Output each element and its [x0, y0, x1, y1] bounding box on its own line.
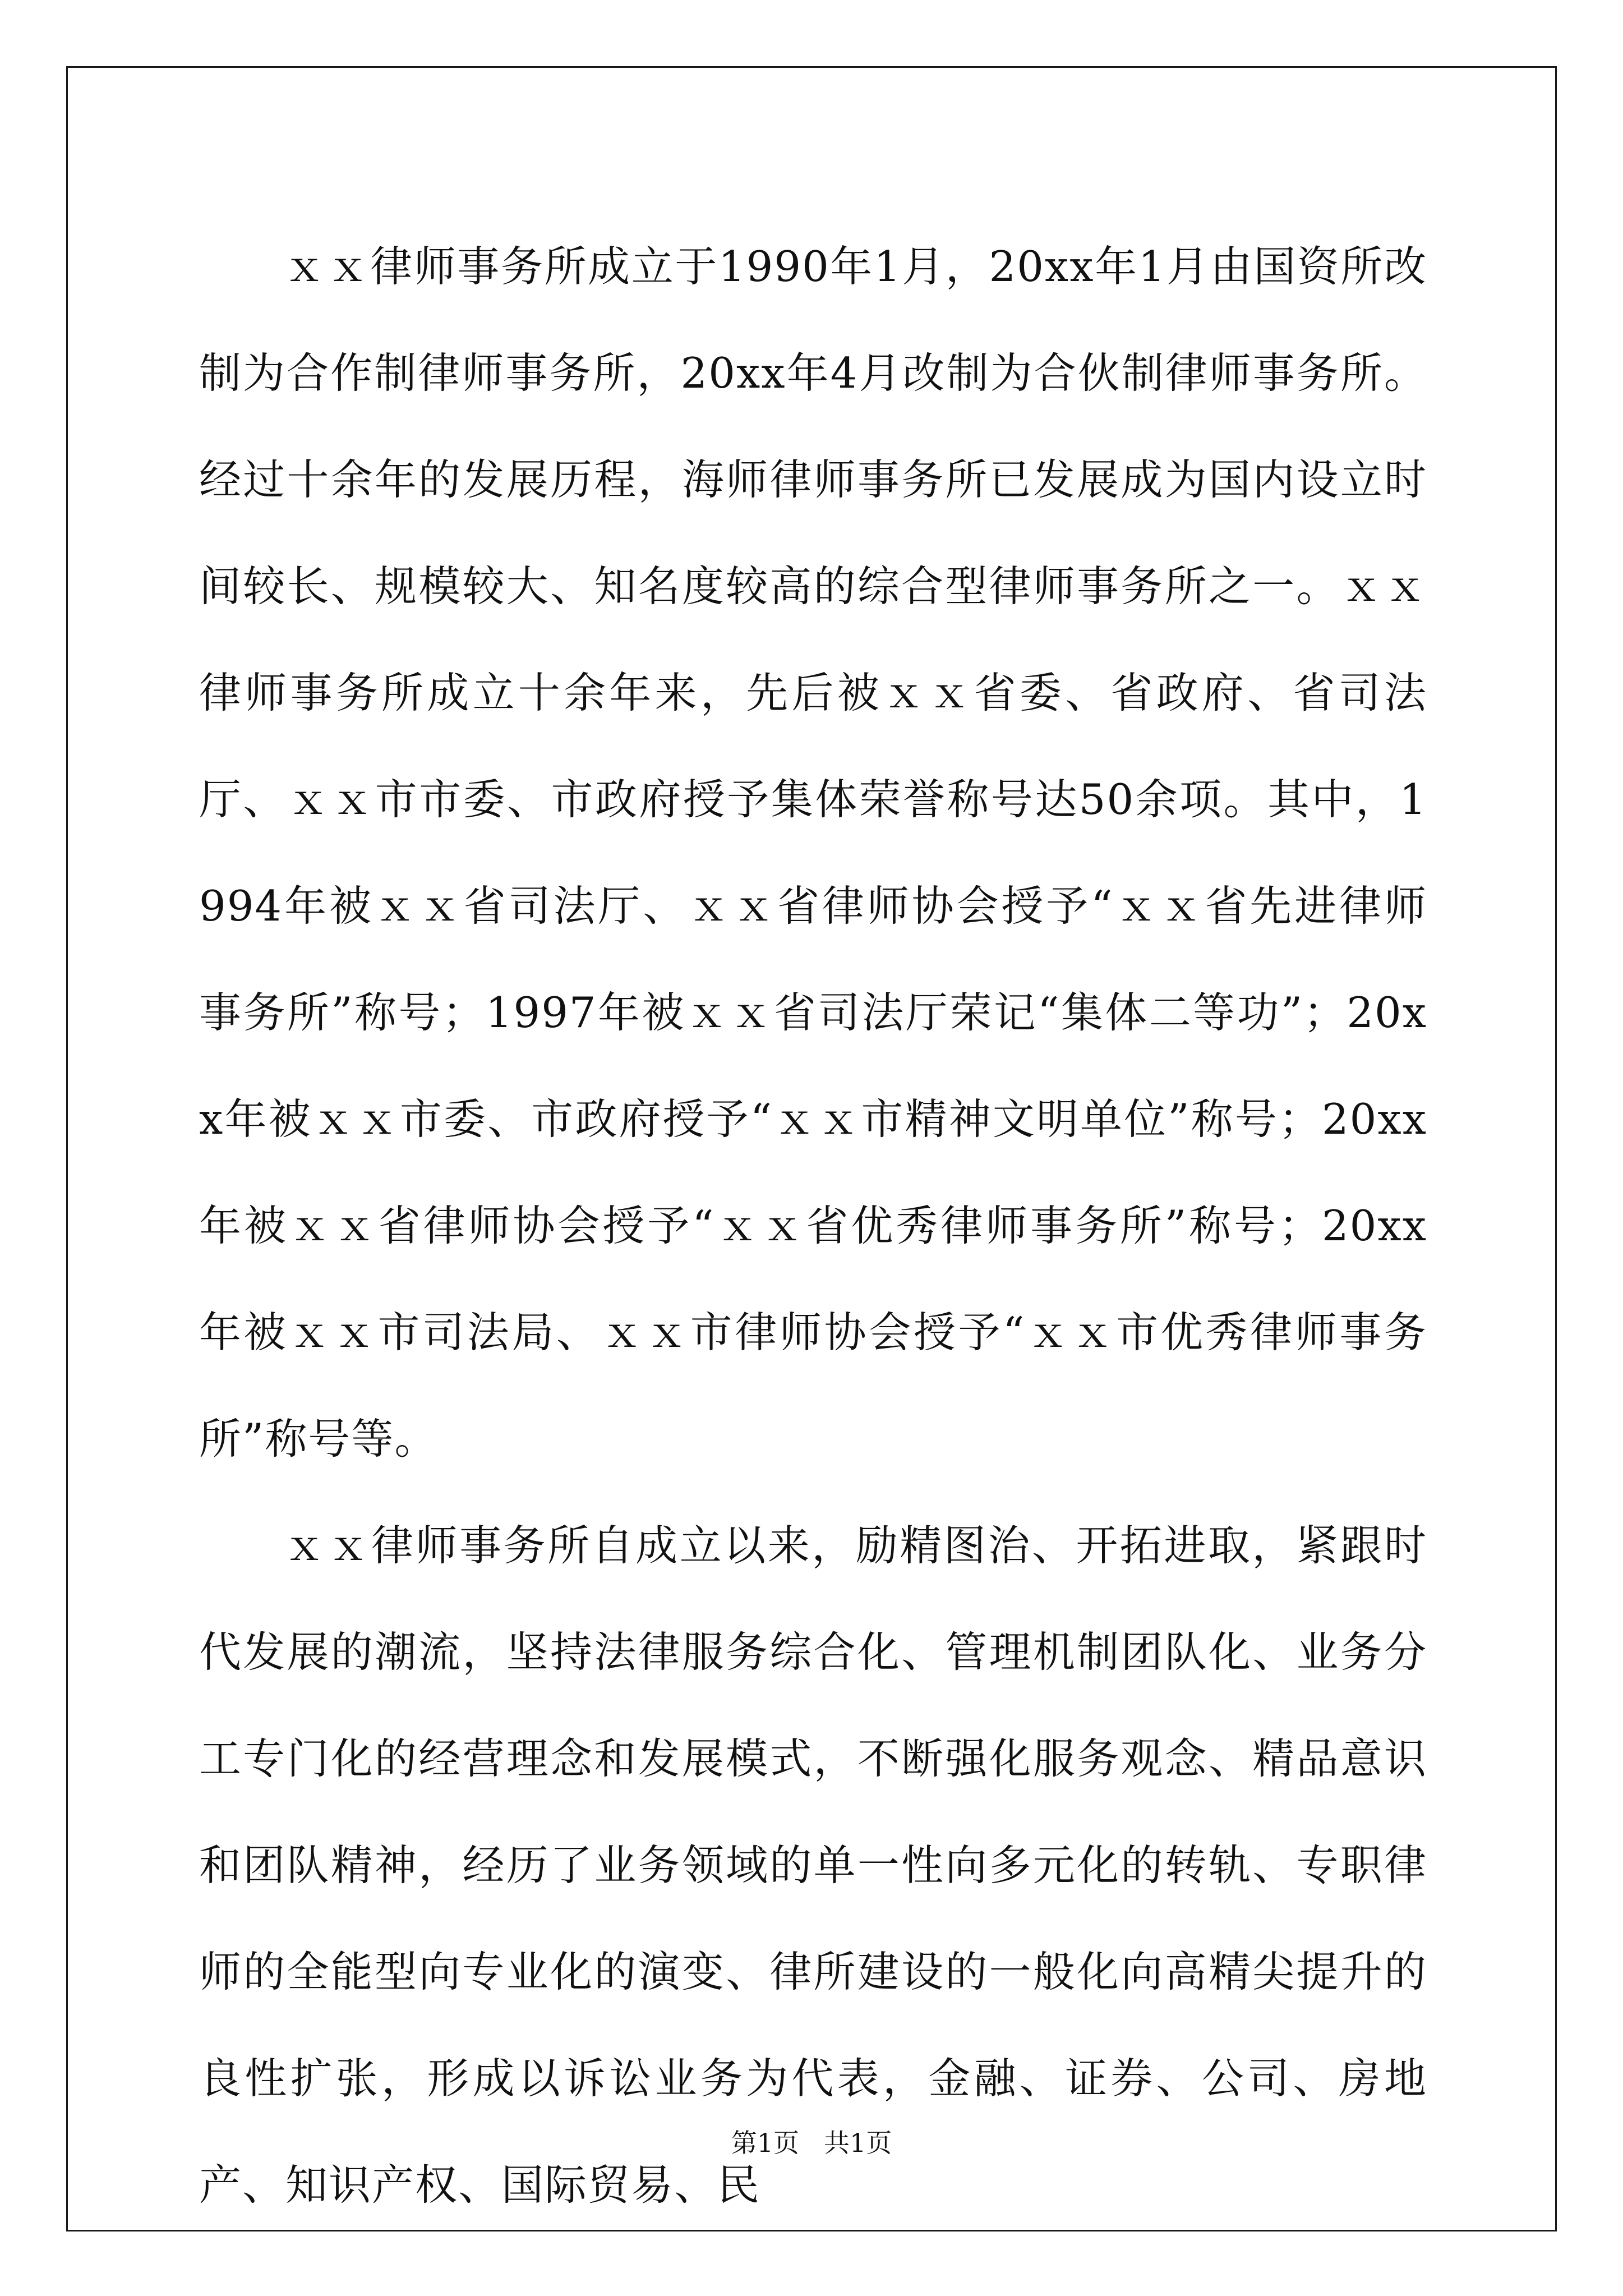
- paragraph-2: ｘｘ律师事务所自成立以来，励精图治、开拓进取，紧跟时代发展的潮流，坚持法律服务综合化、管理机制团队化、业务分工专门化的经营理念和发展模式，不断强化服务观念、精品意识和团队精神，经历了业务领域的单一性向多元化的转轨、专职律师的全能型向专业化的演变、律所建设的一般化向高精尖提升的良性扩张，形成以诉讼业务为代表，金融、证券、公司、房地产、知识产权、国际贸易、民: [199, 1521, 1427, 2210]
- document-body: [199, 213, 1427, 2238]
- page-footer: [0, 2126, 1623, 2160]
- page-number: 第1页: [731, 2128, 800, 2158]
- paragraph-1: ｘｘ律师事务所成立于1990年1月，20xx年1月由国资所改制为合作制律师事务所，20xx年4月改制为合伙制律师事务所。经过十余年的发展历程，海师律师事务所已发展成为国内设立时间较长、规模较大、知名度较高的综合型律师事务所之一。ｘｘ律师事务所成立十余年来，先后被ｘｘ省委、省政府、省司法厅、ｘｘ市市委、市政府授予集体荣誉称号达50余项。其中，1994年被ｘｘ省司法厅、ｘｘ省律师协会授予“ｘｘ省先进律师事务所”称号；1997年被ｘｘ省司法厅荣记“集体二等功”；20xx年被ｘｘ市委、市政府授予“ｘｘ市精神文明单位”称号；20xx年被ｘｘ省律师协会授予“ｘｘ省优秀律师事务所”称号；20xx年被ｘｘ市司法局、ｘｘ市律师协会授予“ｘｘ市优秀律师事务所”称号等。: [199, 242, 1427, 1464]
- page-total: 共1页: [823, 2128, 892, 2158]
